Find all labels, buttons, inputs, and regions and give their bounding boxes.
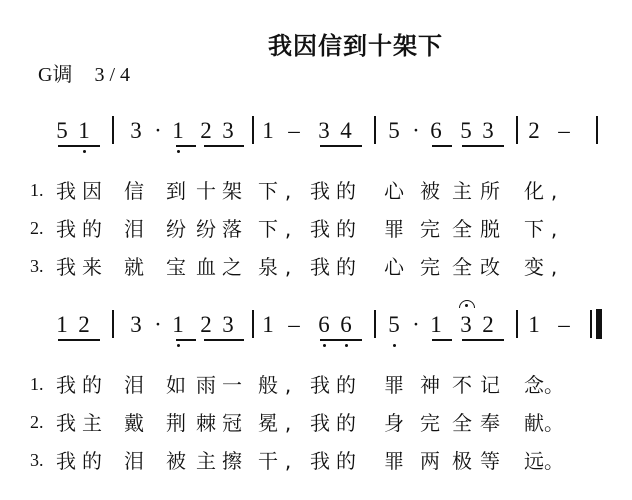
note: 1 [172,312,184,337]
low-octave-dot [83,150,86,153]
verse-number: 1. [30,374,44,394]
lyric-punct: , [284,217,292,241]
lyric-char: 到 [166,179,186,203]
lyric-char: 记 [480,373,500,397]
lyric-char: 泪 [124,449,144,473]
lyric-char: 十 [196,179,216,203]
lyric-char: 般 [258,373,278,397]
lyric-char: 的 [336,179,356,203]
lyric-char: 下 [258,217,278,241]
eighth-underline [176,339,196,341]
note: 2 [200,118,212,143]
lyric-punct: , [284,411,292,435]
lyric-char: 完 [420,255,440,279]
note: 1 [528,312,540,337]
tonality: G调 [38,64,73,86]
lyric-char: 干 [258,449,278,473]
barline [374,116,376,144]
low-octave-dot [345,344,348,347]
lyric-char: 全 [452,255,472,279]
barline [516,116,518,144]
lyric-punct: , [284,179,292,203]
lyric-char: 的 [336,255,356,279]
note: 3 [130,118,142,143]
lyric-char: 改 [480,255,500,279]
lyric-char: 我 [310,217,330,241]
lyric-char: 棘 [196,411,216,435]
lyric-char: 两 [420,449,440,473]
barline [252,116,254,144]
note: 3 [222,118,234,143]
eighth-underline [58,145,100,147]
lyric-char: 我 [56,373,76,397]
note: 5 [56,118,68,143]
barline [112,310,114,338]
lyric-char: 因 [82,179,102,203]
note: · [412,118,420,143]
lyric-char: 被 [420,179,440,203]
verse-number: 3. [30,256,44,276]
note: 5 [388,312,400,337]
note: · [154,312,162,337]
low-octave-dot [177,344,180,347]
lyric-char: 罪 [384,217,404,241]
note: 5 [388,118,400,143]
time-signature: 3 / 4 [94,64,131,86]
lyric-char: 我 [56,255,76,279]
lyric-char: 心 [384,179,404,203]
lyric-char: 纷 [166,217,186,241]
verse-number: 2. [30,412,44,432]
lyric-char: 泪 [124,373,144,397]
eighth-underline [204,145,244,147]
note: 3 [482,118,494,143]
lyric-char: 神 [420,373,440,397]
lyric-punct: 。 [544,449,564,473]
lyric-char: 心 [384,255,404,279]
lyric-char: 的 [336,217,356,241]
lyric-char: 的 [336,449,356,473]
note: 5 [460,118,472,143]
lyric-char: 我 [56,449,76,473]
final-barline-thin [590,310,592,338]
lyric-char: 一 [222,373,242,397]
note: – [558,118,570,143]
lyric-char: 血 [196,255,216,279]
eighth-underline [176,145,196,147]
eighth-underline [432,339,452,341]
lyric-char: 来 [82,255,102,279]
lyric-char: 冠 [222,411,242,435]
lyric-char: 罪 [384,449,404,473]
fermata-dot [465,304,468,307]
note: 1 [172,118,184,143]
lyric-char: 雨 [196,373,216,397]
low-octave-dot [323,344,326,347]
lyric-char: 我 [310,449,330,473]
lyric-char: 变 [524,255,544,279]
lyric-char: 我 [56,217,76,241]
lyric-char: 身 [384,411,404,435]
note: 3 [130,312,142,337]
lyric-char: 全 [452,217,472,241]
verse-number: 3. [30,450,44,470]
lyric-char: 的 [336,411,356,435]
barline [252,310,254,338]
lyric-char: 下 [258,179,278,203]
lyric-char: 架 [222,179,242,203]
lyric-char: 奉 [480,411,500,435]
lyric-punct: , [550,179,558,203]
note: 2 [200,312,212,337]
verse-number: 2. [30,218,44,238]
lyric-char: 化 [524,179,544,203]
note: · [154,118,162,143]
note: 2 [482,312,494,337]
eighth-underline [432,145,452,147]
note: 2 [528,118,540,143]
lyric-char: 我 [310,179,330,203]
lyric-char: 擦 [222,449,242,473]
lyric-char: 我 [56,179,76,203]
lyric-punct: , [284,255,292,279]
note: 2 [78,312,90,337]
lyric-punct: , [284,449,292,473]
lyric-char: 就 [124,255,144,279]
lyric-char: 主 [452,179,472,203]
lyric-char: 主 [196,449,216,473]
lyric-char: 之 [222,255,242,279]
note: 1 [262,118,274,143]
note: 1 [56,312,68,337]
note: 6 [318,312,330,337]
lyric-char: 等 [480,449,500,473]
low-octave-dot [177,150,180,153]
lyric-char: 的 [82,217,102,241]
lyric-char: 的 [336,373,356,397]
lyric-punct: , [550,255,558,279]
lyric-char: 如 [166,373,186,397]
key-signature [38,58,152,87]
lyric-char: 极 [452,449,472,473]
barline [112,116,114,144]
lyric-char: 泪 [124,217,144,241]
lyric-char: 献 [524,411,544,435]
lyric-char: 不 [452,373,472,397]
lyric-char: 被 [166,449,186,473]
lyric-char: 罪 [384,373,404,397]
note: – [558,312,570,337]
lyric-char: 荆 [166,411,186,435]
lyric-char: 脱 [480,217,500,241]
lyric-char: 完 [420,217,440,241]
lyric-char: 我 [56,411,76,435]
note: 3 [460,312,472,337]
eighth-underline [462,339,504,341]
lyric-char: 落 [222,217,242,241]
note: 6 [430,118,442,143]
lyric-char: 所 [480,179,500,203]
lyric-punct: , [550,217,558,241]
lyric-char: 纷 [196,217,216,241]
note: – [288,312,300,337]
lyric-punct: 。 [544,373,564,397]
final-barline-thick [596,309,602,339]
low-octave-dot [393,344,396,347]
note: · [412,312,420,337]
lyric-punct: 。 [544,411,564,435]
note: 1 [262,312,274,337]
note: 3 [318,118,330,143]
eighth-underline [58,339,100,341]
lyric-char: 完 [420,411,440,435]
lyric-char: 主 [82,411,102,435]
lyric-char: 我 [310,411,330,435]
note: 1 [430,312,442,337]
note: 3 [222,312,234,337]
note: – [288,118,300,143]
lyric-char: 全 [452,411,472,435]
note: 4 [340,118,352,143]
barline [596,116,598,144]
lyric-char: 的 [82,449,102,473]
song-title: 我因信到十架下 [268,32,443,60]
eighth-underline [204,339,244,341]
lyric-char: 宝 [166,255,186,279]
eighth-underline [462,145,504,147]
lyric-char: 下 [524,217,544,241]
lyric-char: 的 [82,373,102,397]
lyric-char: 戴 [124,411,144,435]
lyric-char: 远 [524,449,544,473]
note: 1 [78,118,90,143]
lyric-punct: , [284,373,292,397]
note: 6 [340,312,352,337]
lyric-char: 泉 [258,255,278,279]
barline [516,310,518,338]
verse-number: 1. [30,180,44,200]
eighth-underline [320,145,362,147]
lyric-char: 我 [310,373,330,397]
barline [374,310,376,338]
lyric-char: 信 [124,179,144,203]
eighth-underline [320,339,362,341]
lyric-char: 冕 [258,411,278,435]
lyric-char: 念 [524,373,544,397]
lyric-char: 我 [310,255,330,279]
